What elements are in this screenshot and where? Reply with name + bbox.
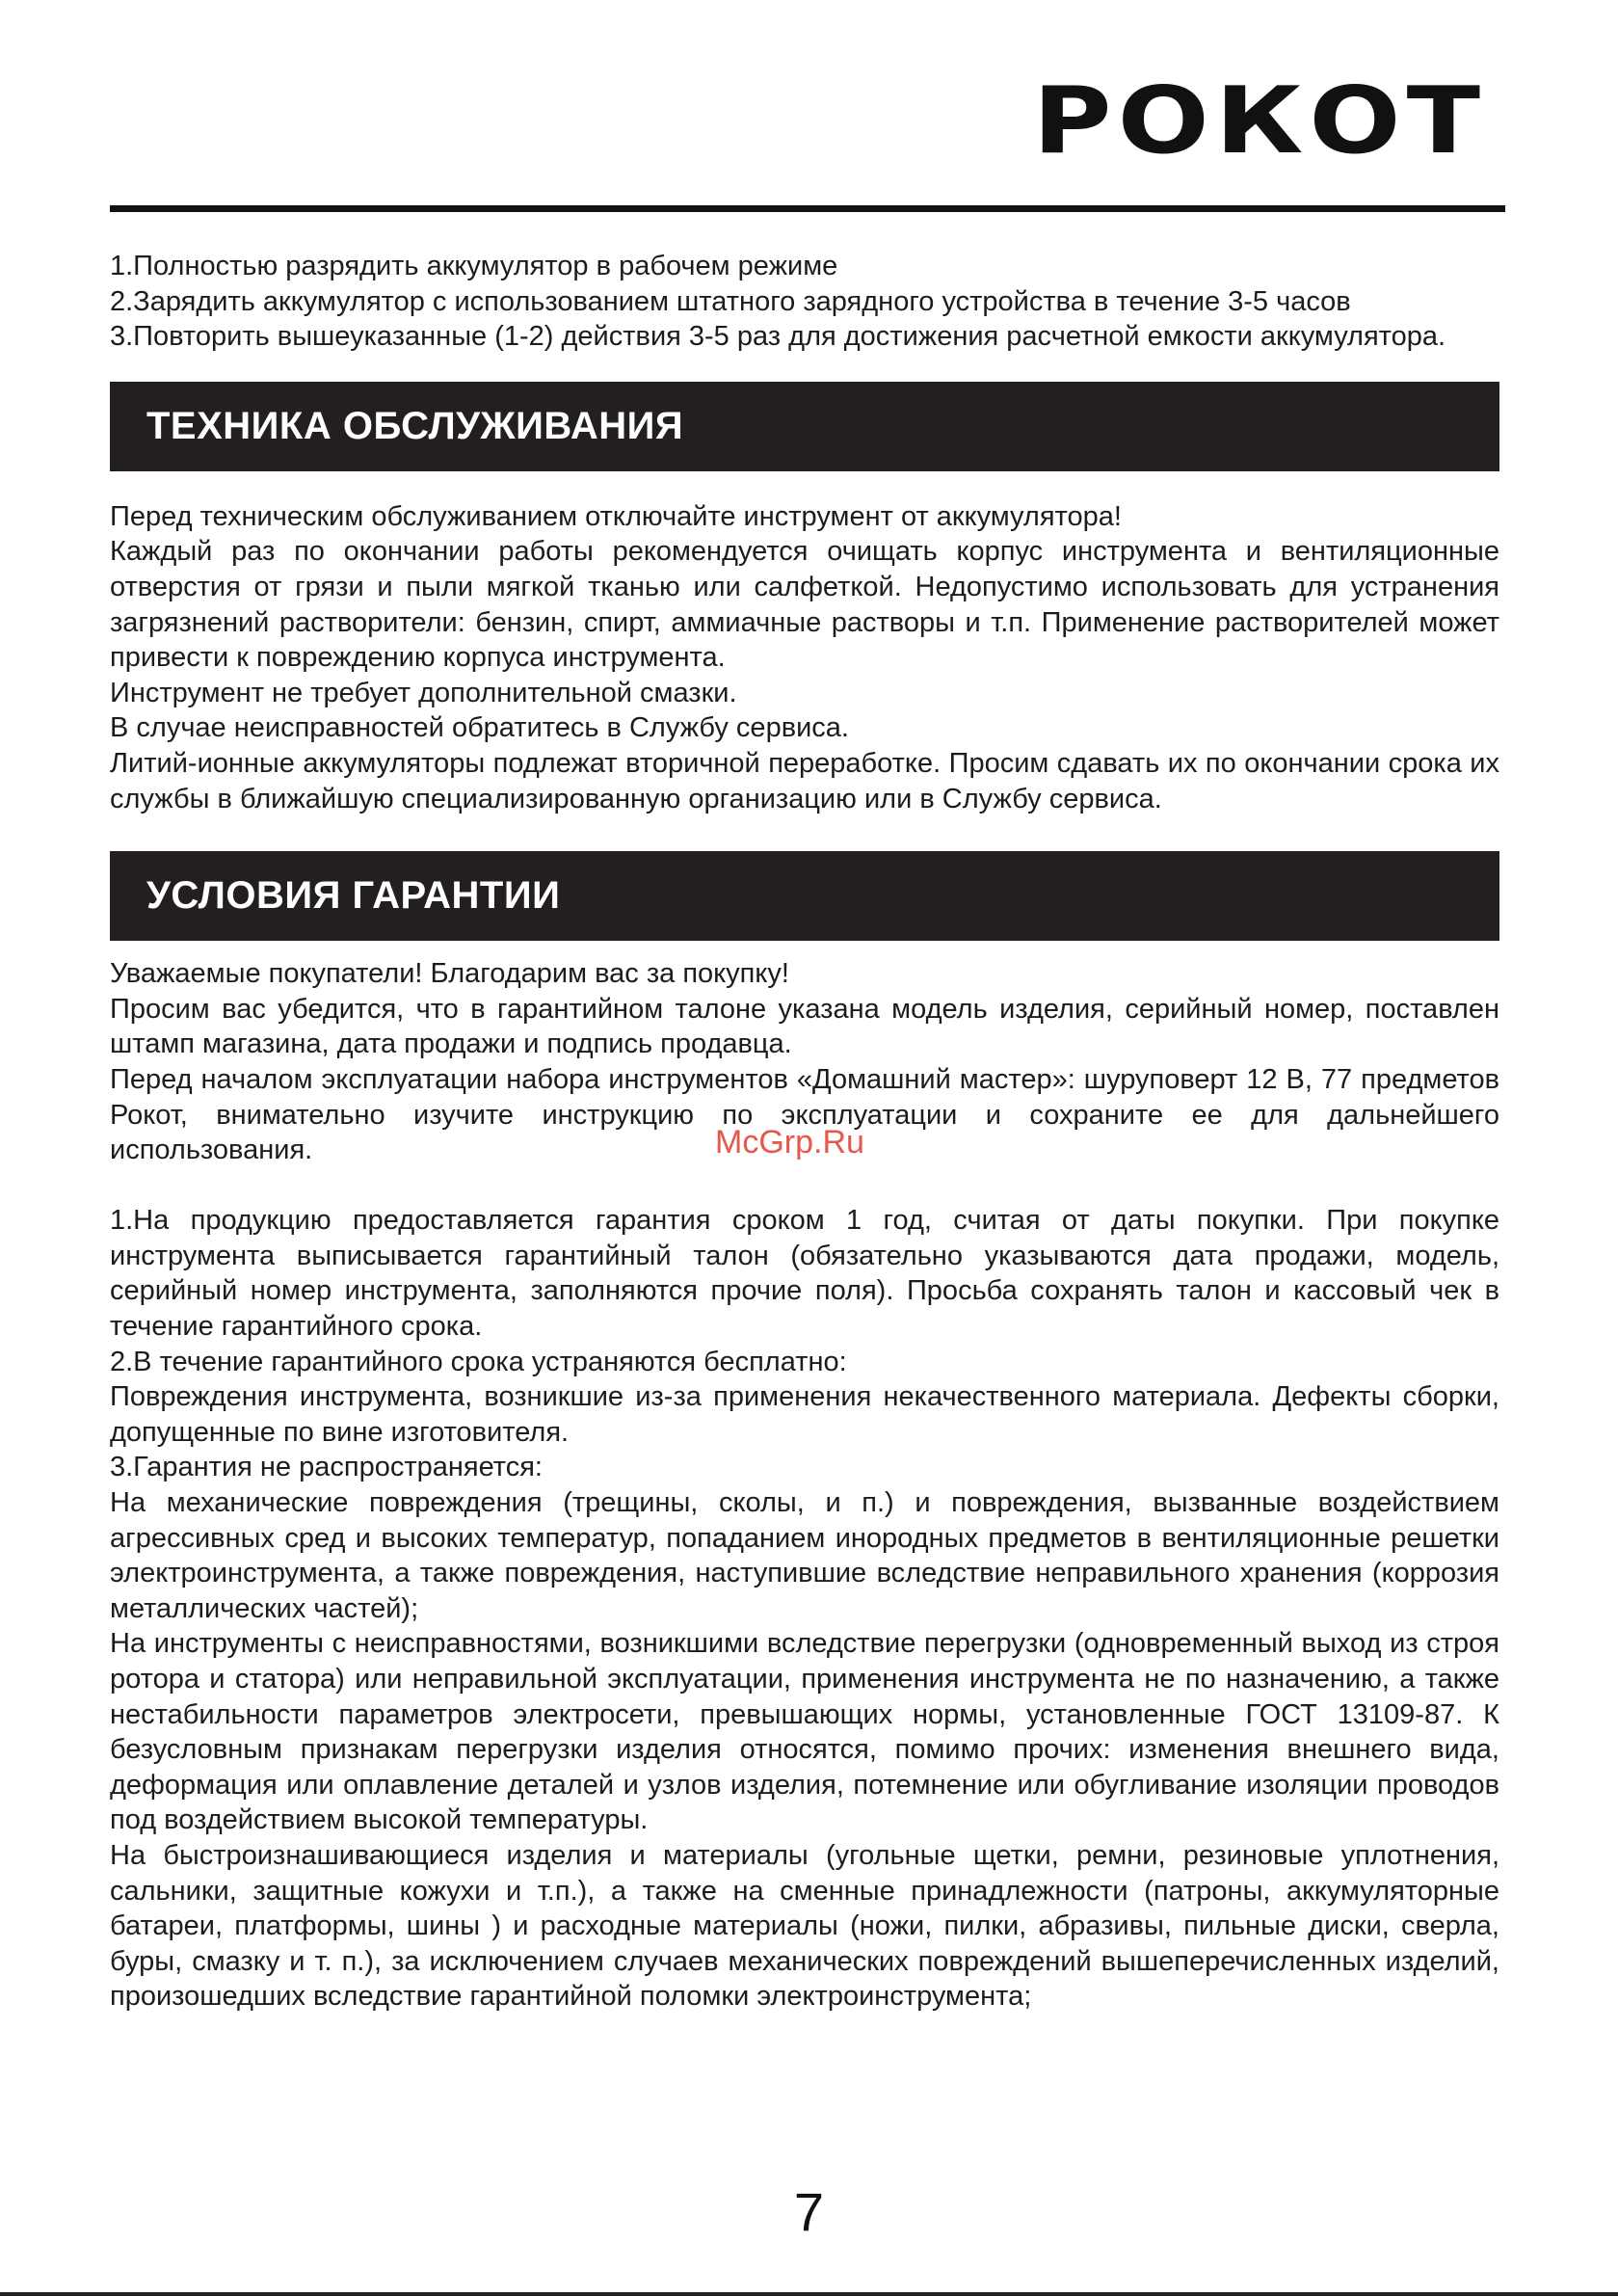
warranty-intro: Просим вас убедится, что в гарантийном талоне указана модель изделия, серийный номер, поставлен штамп магазина, дата продажи и подпись продавца. [110, 993, 1499, 1060]
warranty-term: Повреждения инструмента, возникшие из-за применения некачественного материала. Дефекты сборки, допущенные по вине изготовителя. [110, 1381, 1499, 1448]
warranty-term: На инструменты с неисправностями, возникшими вследствие перегрузки (одновременный выход из строя ротора и статора) или неправильной эксплуатации, применения инструмента не по назначению, а также нестабильности параметров электросети, превышающих нормы, установленные ГОСТ 13109-87. К безусловным признакам перегрузки изделия относятся, помимо прочих: изменения внешнего вида, деформация или оплавление деталей и узлов изделия, потемнение или обугливание изоляции проводов под воздействием высокой температуры. [110, 1628, 1499, 1836]
watermark: McGrp.Ru [715, 1124, 864, 1161]
warranty-term: 3.Гарантия не распространяется: [110, 1452, 543, 1483]
brand-logo: РОКОТ [1032, 67, 1486, 174]
bottom-border [0, 2292, 1618, 2296]
maintenance-paragraph: Инструмент не требует дополнительной смазки. [110, 677, 737, 708]
warranty-term: На механические повреждения (трещины, сколы, и п.) и повреждения, вызванные воздействием агрессивных сред и высоких температур, попаданием инородных предметов в вентиляционные решетки электроинструмента, а также повреждения, наступившие вследствие неправильного хранения (коррозия металлических частей); [110, 1487, 1499, 1624]
maintenance-paragraph: Перед техническим обслуживанием отключайте инструмент от аккумулятора! [110, 500, 1122, 532]
warranty-term: 2.В течение гарантийного срока устраняются бесплатно: [110, 1346, 847, 1377]
warranty-term: На быстроизнашивающиеся изделия и материалы (угольные щетки, ремни, резиновые уплотнения, сальники, защитные кожухи и т.п.), а также на сменные принадлежности (патроны, аккумуляторные батареи, платформы, шины ) и расходные материалы (ножи, пилки, абразивы, пильные диски, сверла, буры, смазку и т. п.), за исключением случаев механических повреждений вышеперечисленных изделий, произошедших вследствие гарантийной поломки электроинструмента; [110, 1839, 1499, 2013]
maintenance-paragraph: В случае неисправностей обратитесь в Службу сервиса. [110, 712, 849, 744]
warranty-intro: Уважаемые покупатели! Благодарим вас за покупку! [110, 958, 789, 990]
intro-step-2: 2.Зарядить аккумулятор с использованием штатного зарядного устройства в течение 3-5 часов [110, 285, 1351, 317]
spacer [110, 1168, 1499, 1204]
warranty-intro: Перед началом эксплуатации набора инструментов «Домашний мастер»: шуруповерт 12 В, 77 предметов Рокот, внимательно изучите инструкцию по эксплуатации и сохраните ее для дальнейшего использования. [110, 1063, 1499, 1166]
maintenance-paragraph: Литий-ионные аккумуляторы подлежат вторичной переработке. Просим сдавать их по окончании срока их службы в ближайшую специализированную организацию или в Службу сервиса. [110, 747, 1499, 814]
section-heading-warranty: УСЛОВИЯ ГАРАНТИИ [110, 851, 1499, 941]
intro-step-3: 3.Повторить вышеуказанные (1-2) действия 3-5 раз для достижения расчетной емкости аккумулятора. [110, 321, 1446, 353]
intro-step-1: 1.Полностью разрядить аккумулятор в рабочем режиме [110, 251, 838, 281]
page-number: 7 [793, 2181, 825, 2242]
maintenance-paragraph: Каждый раз по окончании работы рекомендуется очищать корпус инструмента и вентиляционные отверстия от грязи и пыли мягкой тканью или салфеткой. Недопустимо использовать для устранения загрязнений растворители: бензин, спирт, аммиачные растворы и т.п. Применение растворителей может привести к повреждению корпуса инструмента. [110, 536, 1499, 674]
header-divider [110, 205, 1505, 212]
warranty-term: 1.На продукцию предоставляется гарантия сроком 1 год, считая от даты покупки. При покупке инструмента выписывается гарантийный талон (обязательно указываются дата продажи, модель, серийный номер инструмента, заполняются прочие поля). Просьба сохранять талон и кассовый чек в течение гарантийного срока. [110, 1205, 1499, 1343]
section-heading-maintenance: ТЕХНИКА ОБСЛУЖИВАНИЯ [110, 382, 1499, 471]
